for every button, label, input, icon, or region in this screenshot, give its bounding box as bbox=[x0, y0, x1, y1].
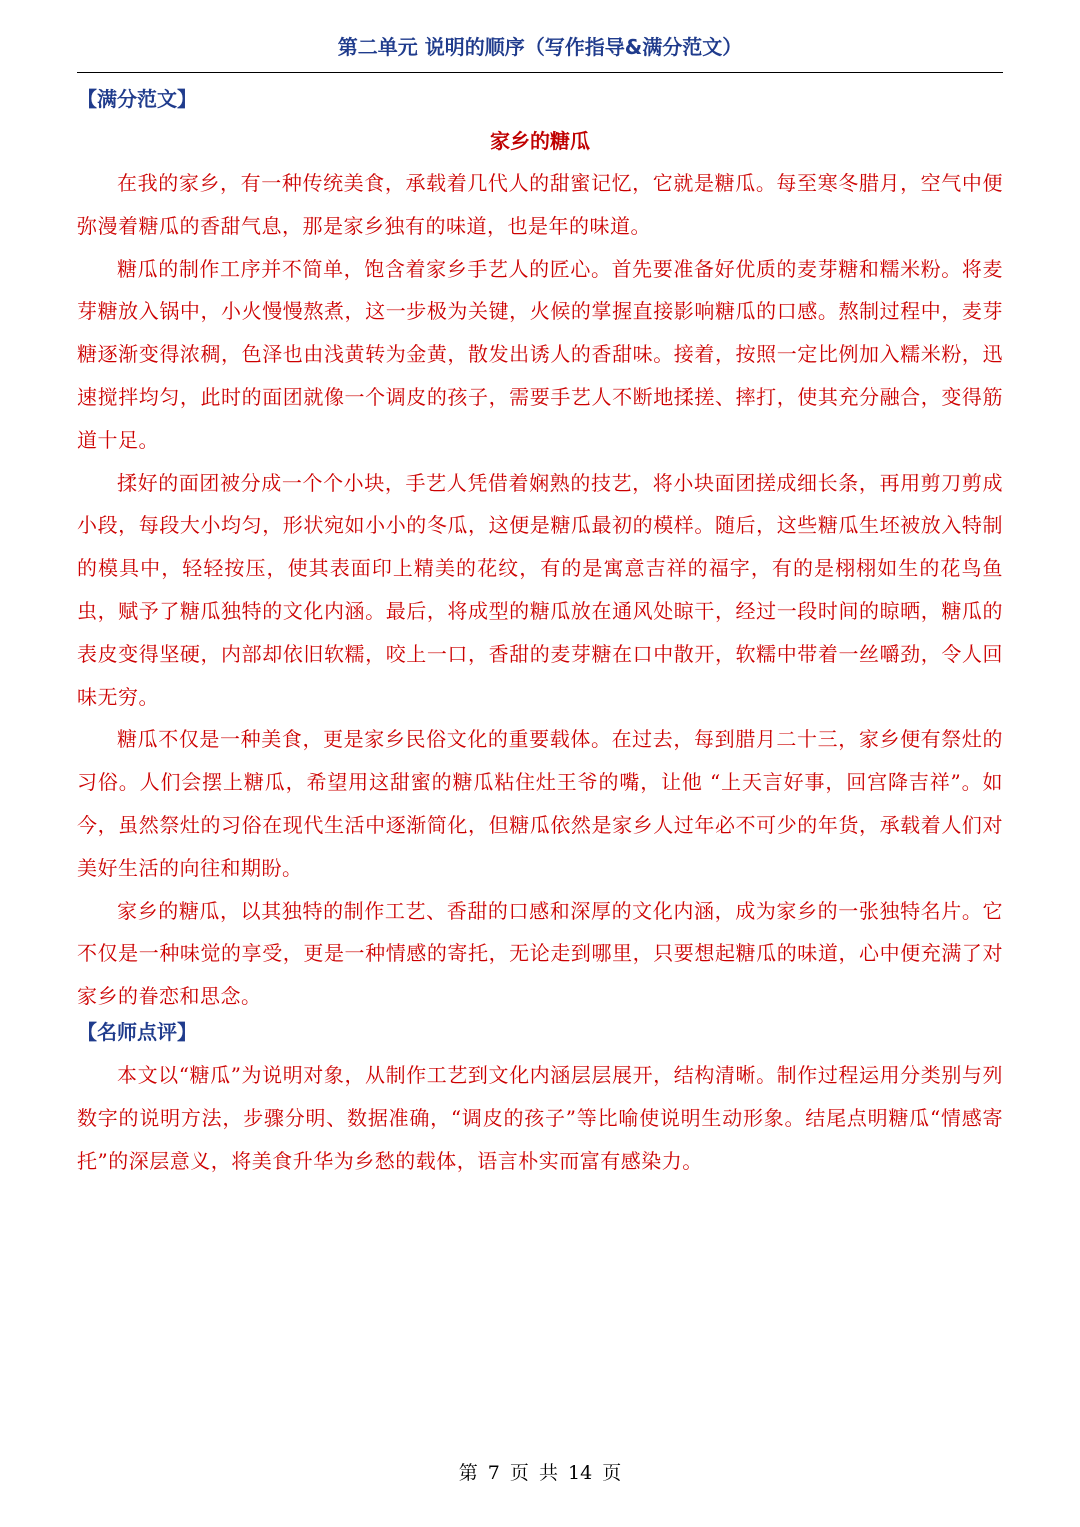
essay-paragraph: 糖瓜不仅是一种美食，更是家乡民俗文化的重要载体。在过去，每到腊月二十三，家乡便有祭灶的习俗。人们会摆上糖瓜，希望用这甜蜜的糖瓜粘住灶王爷的嘴，让他 “上天言好事，回宫降吉祥”。如今，虽然祭灶的习俗在现代生活中逐渐简化，但糖瓜依然是家乡人过年必不可少的年货，承载着人们对美好生活的向往和期盼。 bbox=[77, 727, 1003, 880]
review-paragraph: 本文以“糖瓜”为说明对象，从制作工艺到文化内涵层层展开，结构清晰。制作过程运用分类别与列数字的说明方法，步骤分明、数据准确，“调皮的孩子”等比喻使说明生动形象。结尾点明糖瓜“情感寄托”的深层意义，将美食升华为乡愁的载体，语言朴实而富有感染力。 bbox=[77, 1063, 1003, 1173]
essay-body bbox=[77, 162, 1003, 1018]
essay-paragraph: 糖瓜的制作工序并不简单，饱含着家乡手艺人的匠心。首先要准备好优质的麦芽糖和糯米粉。将麦芽糖放入锅中，小火慢慢熬煮，这一步极为关键，火候的掌握直接影响糖瓜的口感。熬制过程中，麦芽糖逐渐变得浓稠，色泽也由浅黄转为金黄，散发出诱人的香甜味。接着，按照一定比例加入糯米粉，迅速搅拌均匀，此时的面团就像一个调皮的孩子，需要手艺人不断地揉搓、摔打，使其充分融合，变得筋道十足。 bbox=[77, 256, 1003, 452]
review-body bbox=[77, 1054, 1003, 1182]
header-title: 第二单元 说明的顺序（写作指导&满分范文） bbox=[337, 35, 743, 59]
review-section-label: 【名师点评】 bbox=[77, 1020, 197, 1044]
essay-paragraph: 在我的家乡，有一种传统美食，承载着几代人的甜蜜记忆，它就是糖瓜。每至寒冬腊月，空气中便弥漫着糖瓜的香甜气息，那是家乡独有的味道，也是年的味道。 bbox=[77, 171, 1003, 238]
essay-title: 家乡的糖瓜 bbox=[490, 129, 590, 153]
essay-paragraph: 家乡的糖瓜，以其独特的制作工艺、香甜的口感和深厚的文化内涵，成为家乡的一张独特名片。它不仅是一种味觉的享受，更是一种情感的寄托，无论走到哪里，只要想起糖瓜的味道，心中便充满了对家乡的眷恋和思念。 bbox=[77, 898, 1003, 1009]
essay-section-label: 【满分范文】 bbox=[77, 87, 197, 111]
page-footer: 第 7 页 共 14 页 bbox=[458, 1462, 622, 1484]
page-header bbox=[77, 26, 1003, 73]
essay-paragraph: 揉好的面团被分成一个个小块，手艺人凭借着娴熟的技艺，将小块面团搓成细长条，再用剪刀剪成小段，每段大小均匀，形状宛如小小的冬瓜，这便是糖瓜最初的模样。随后，这些糖瓜生坯被放入特制的模具中，轻轻按压，使其表面印上精美的花纹，有的是寓意吉祥的福字，有的是栩栩如生的花鸟鱼虫，赋予了糖瓜独特的文化内涵。最后，将成型的糖瓜放在通风处晾干，经过一段时间的晾晒，糖瓜的表皮变得坚硬，内部却依旧软糯，咬上一口，香甜的麦芽糖在口中散开，软糯中带着一丝嚼劲，令人回味无穷。 bbox=[77, 470, 1003, 709]
